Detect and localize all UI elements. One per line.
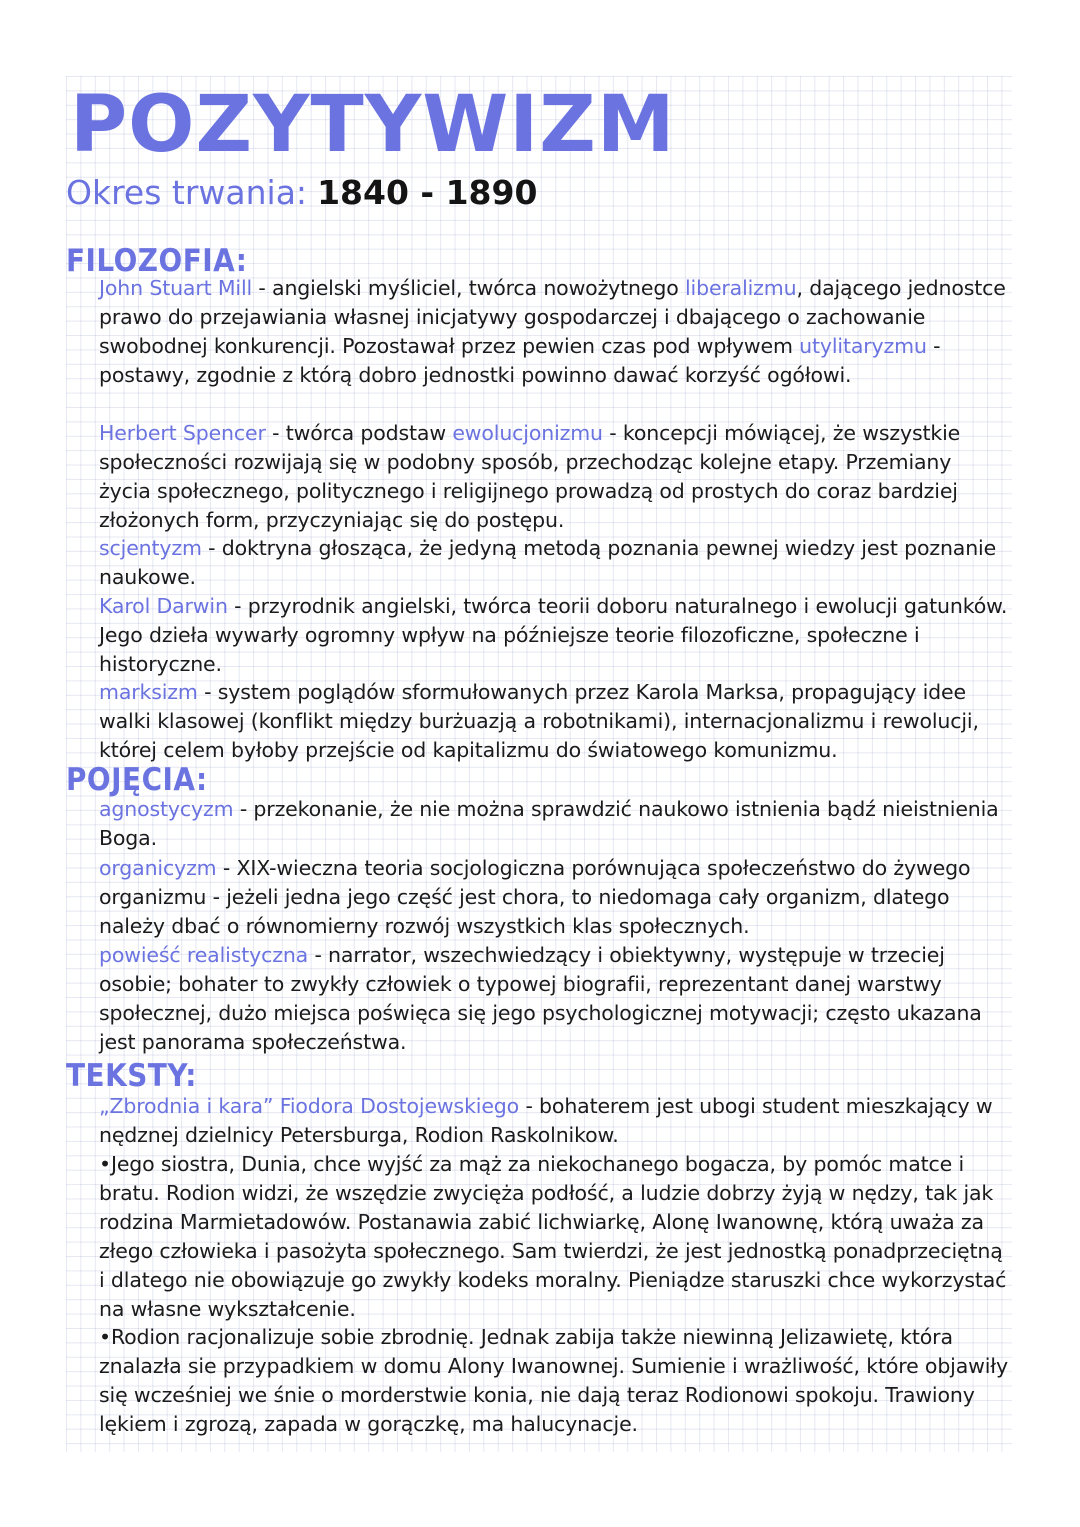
entry-karol-darwin	[99, 592, 1009, 679]
entry-term: scjentyzm	[99, 536, 202, 560]
entry-term: agnostycyzm	[99, 797, 234, 821]
entry-text: - doktryna głosząca, że jedyną metodą poznania pewnej wiedzy jest poznanie naukowe.	[99, 536, 997, 589]
entry-text: - narrator, wszechwiedzący i obiektywny, występuje w trzeciej osobie; bohater to zwykły człowiek o typowej biografii, reprezentant danej warstwy społecznej, dużo miejsca poświęca się jego psychologicznej motywacji; często ukazana jest panorama społeczeństwa.	[99, 943, 982, 1054]
entry-text: - XIX-wieczna teoria socjologiczna porównująca społeczeństwo do żywego organizmu - jeżeli jedna jego część jest chora, to niedomaga cały organizm, dlatego należy dbać o równomierny rozwój wszystkich klas społecznych.	[99, 856, 971, 938]
entry-text: , dającego jednostce prawo do przejawiania własnej inicjatywy gospodarczej i dbającego o zachowanie swobodnej konkurencji. Pozostawał przez pewien czas pod wpływem	[99, 276, 1006, 358]
entry-herbert-spencer	[99, 419, 1009, 535]
entry-term: powieść realistyczna	[99, 943, 309, 967]
entry-text: - postawy, zgodnie z którą dobro jednostki powinno dawać korzyść ogółowi.	[99, 333, 941, 387]
entry-powiesc-realistyczna	[99, 941, 1009, 1057]
entry-agnostycyzm	[99, 795, 1009, 853]
entry-highlight: liberalizmu	[684, 276, 797, 300]
entry-term: Herbert Spencer	[99, 421, 266, 445]
entry-highlight: ewolucjonizmu	[452, 421, 603, 445]
entry-text: - przyrodnik angielski, twórca teorii doboru naturalnego i ewolucji gatunków. Jego dzieła wywarły ogromny wpływ na późniejsze teorie filozoficzne, społeczne i historyczne.	[99, 594, 1008, 676]
period-label: Okres trwania:	[66, 173, 308, 212]
entry-term: organicyzm	[99, 856, 217, 880]
entry-organicyzm	[99, 854, 1009, 941]
entry-term: Karol Darwin	[99, 594, 228, 618]
period-line	[66, 172, 537, 214]
page-title: POZYTYWIZM	[70, 80, 676, 170]
section-heading-teksty: TEKSTY:	[66, 1058, 197, 1094]
entry-term: John Stuart Mill	[99, 276, 253, 300]
bullet-paragraph-dunia: •Jego siostra, Dunia, chce wyjść za mąż za niekochanego bogacza, by pomóc matce i bratu. Rodion widzi, że wszędzie zwycięża podłość, a ludzie dobrzy żyją w nędzy, tak jak rodzina Marmietadowów. Postanawia zabić lichwiarkę, Alonę Iwanownę, którą uważa za złego człowieka i pasożyta społecznego. Sam twierdzi, że jest jednostką ponadprzeciętną i dlatego nie obowiązuje go zwykły kodeks moralny. Pieniądze staruszki chce wykorzystać na własne wykształcenie.	[99, 1152, 1007, 1321]
entry-text: - twórca podstaw	[265, 421, 453, 445]
bullet-paragraph-rodion: •Rodion racjonalizuje sobie zbrodnię. Jednak zabija także niewinną Jelizawietę, która znalazła sie przypadkiem w domu Alony Iwanownej. Sumienie i wrażliwość, które objawiły się wcześniej we śnie o morderstwie konia, nie dają teraz Rodionowi spokoju. Trawiony lękiem i zgrozą, zapada w gorączkę, ma halucynacje.	[99, 1325, 1008, 1436]
entry-term: marksizm	[99, 680, 198, 704]
entry-text: - przekonanie, że nie można sprawdzić naukowo istnienia bądź nieistnienia Boga.	[99, 797, 999, 850]
entry-highlight: utylitaryzmu	[799, 333, 927, 358]
section-heading-filozofia: FILOZOFIA:	[66, 243, 248, 279]
entry-zbrodnia-i-kara	[99, 1092, 1009, 1150]
section-heading-pojecia: POJĘCIA:	[66, 762, 208, 798]
entry-text: - koncepcji mówiącej, że wszystkie społeczności rozwijają się w podobny sposób, przechodząc kolejne etapy. Przemiany życia społecznego, politycznego i religijnego prowadzą od prostych do coraz bardziej złożonych form, przyczyniając się do postępu.	[99, 421, 961, 532]
entry-scjentyzm	[99, 534, 1009, 592]
entry-text: - angielski myśliciel, twórca nowożytnego	[252, 276, 685, 300]
entry-text: - system poglądów sformułowanych przez Karola Marksa, propagujący idee walki klasowej (konflikt między burżuazją a robotnikami), internacjonalizmu i rewolucji, której celem byłoby przejście od kapitalizmu do światowego komunizmu.	[99, 680, 979, 762]
entry-term: „Zbrodnia i kara” Fiodora Dostojewskiego	[99, 1094, 520, 1118]
entry-john-stuart-mill	[99, 274, 1009, 390]
entry-text: - bohaterem jest ubogi student mieszkający w nędznej dzielnicy Petersburga, Rodion Raskolnikow.	[99, 1094, 993, 1147]
period-value: 1840 - 1890	[317, 173, 538, 212]
entry-marksizm	[99, 678, 1009, 765]
